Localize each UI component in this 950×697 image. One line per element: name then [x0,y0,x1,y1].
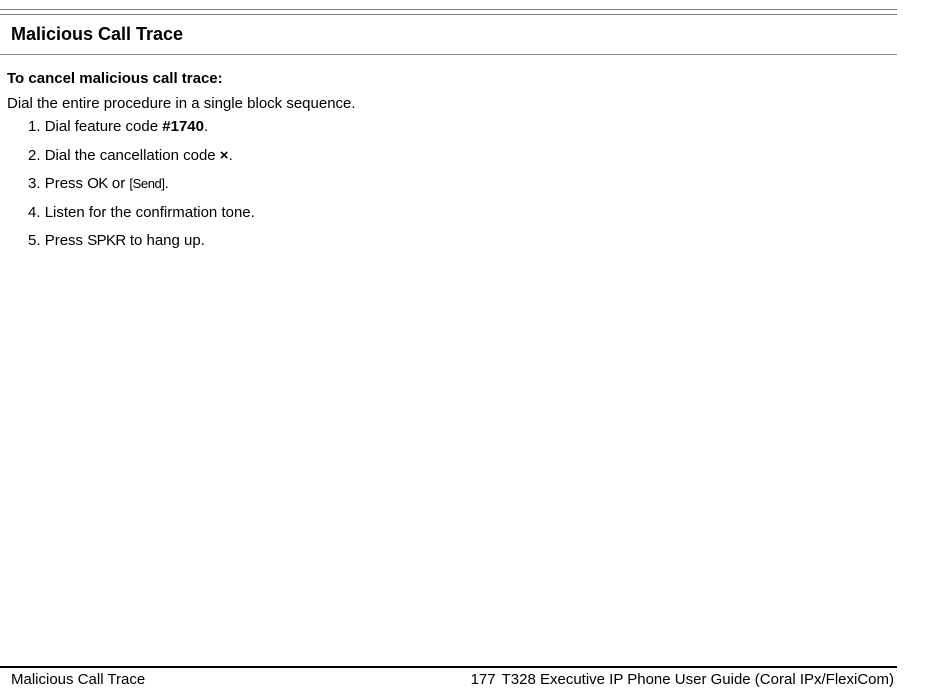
step-text-end: . [203,118,209,135]
doc-title: T328 Executive IP Phone User Guide (Coral IPx/FlexiCom) [501,671,894,688]
step-text: Press [44,175,88,192]
footer-rule [0,666,897,668]
step-2 [28,146,255,175]
step-number: 5. [28,232,41,249]
step-number: 3. [28,175,41,192]
intro-text: Dial the entire procedure in a single block sequence. [7,95,356,112]
ok-key: OK [87,175,108,192]
step-text: Dial the cancellation code [44,146,220,164]
footer-doc-info [471,670,894,690]
step-5 [28,231,255,260]
step-4 [28,203,255,232]
page-number: 177 [470,671,496,688]
footer-section-title: Malicious Call Trace [11,671,146,688]
header-rule-top [0,9,897,10]
title-divider [0,54,897,55]
step-text-end: to hang up. [125,232,205,249]
feature-code: #1740 [162,118,204,135]
send-softkey: [Send] [129,176,165,191]
step-number: 1. [28,118,41,135]
step-text-end: . [164,175,169,192]
step-1 [28,117,255,146]
step-text-mid: or [107,175,130,192]
step-3 [28,174,255,203]
procedure-steps [28,117,255,260]
spkr-key: SPKR [87,232,126,249]
step-text: Listen for the confirmation tone. [44,203,255,221]
step-text: Press [44,232,88,249]
step-number: 4. [28,203,41,221]
step-number: 2. [28,146,41,164]
section-heading: To cancel malicious call trace: [7,70,223,87]
header-rule-second [0,14,897,15]
step-text-end: . [228,146,233,164]
cancellation-code-icon: × [219,146,229,164]
step-text: Dial feature code [44,118,163,135]
page-title: Malicious Call Trace [11,24,184,44]
